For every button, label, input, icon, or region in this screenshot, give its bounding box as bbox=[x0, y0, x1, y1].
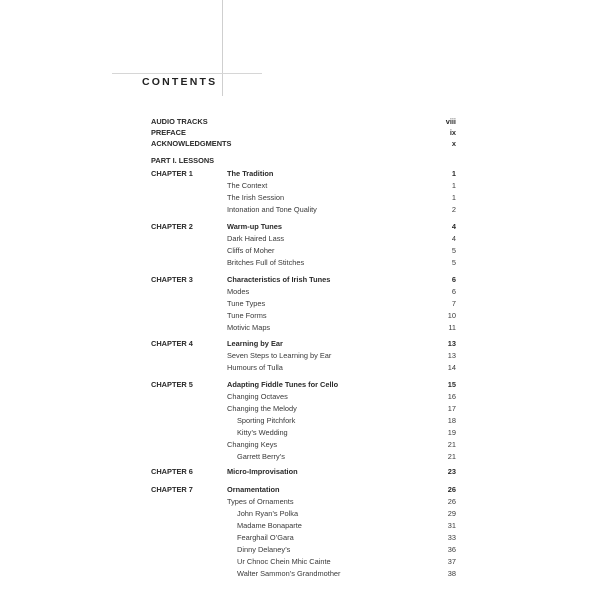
toc-row bbox=[0, 322, 600, 333]
toc-row bbox=[0, 233, 600, 244]
toc-chapter-row bbox=[0, 379, 600, 390]
toc-row bbox=[0, 415, 600, 426]
toc-entry-title: The Context bbox=[227, 181, 268, 190]
toc-page-number: 1 bbox=[451, 181, 456, 190]
toc-row bbox=[0, 257, 600, 268]
chapter-label: CHAPTER 6 bbox=[151, 467, 193, 476]
horizontal-rule bbox=[112, 73, 262, 74]
toc-page-number: x bbox=[451, 139, 456, 148]
toc-page-number: 19 bbox=[447, 428, 456, 437]
toc-chapter-row bbox=[0, 338, 600, 349]
toc-page-number: 5 bbox=[451, 258, 456, 267]
toc-entry-title: Intonation and Tone Quality bbox=[227, 205, 317, 214]
toc-entry-title: Cliffs of Moher bbox=[227, 246, 275, 255]
toc-entry-title: Modes bbox=[227, 287, 250, 296]
toc-page-number: 21 bbox=[447, 440, 456, 449]
chapter-label: CHAPTER 2 bbox=[151, 222, 193, 231]
toc-page-number: 31 bbox=[447, 521, 456, 530]
toc-entry-title: Motivic Maps bbox=[227, 323, 271, 332]
toc-entry-title: Kitty’s Wedding bbox=[237, 428, 288, 437]
toc-entry-title: Tune Forms bbox=[227, 311, 267, 320]
toc-page-number: 36 bbox=[447, 545, 456, 554]
toc-row bbox=[0, 520, 600, 531]
toc-entry-title: Garrett Berry’s bbox=[237, 452, 285, 461]
toc-row bbox=[0, 496, 600, 507]
toc-entry-title: Britches Full of Stitches bbox=[227, 258, 305, 267]
toc-entry-title: Dinny Delaney’s bbox=[237, 545, 291, 554]
toc-page-number: 29 bbox=[447, 509, 456, 518]
toc-entry-title: PREFACE bbox=[151, 128, 186, 137]
toc-chapter-row bbox=[0, 466, 600, 477]
toc-entry-title: Changing Keys bbox=[227, 440, 278, 449]
toc-page-number: 5 bbox=[451, 246, 456, 255]
toc-page-number: 14 bbox=[447, 363, 456, 372]
toc-row bbox=[0, 180, 600, 191]
toc-page-number: 18 bbox=[447, 416, 456, 425]
toc-entry-title: Ur Chnoc Chein Mhic Cainte bbox=[237, 557, 331, 566]
toc-entry-title: Adapting Fiddle Tunes for Cello bbox=[227, 380, 339, 389]
toc-row bbox=[0, 286, 600, 297]
toc-row bbox=[0, 204, 600, 215]
toc-entry-title: The Irish Session bbox=[227, 193, 285, 202]
toc-page-number: 6 bbox=[451, 287, 456, 296]
toc-page-number: 17 bbox=[447, 404, 456, 413]
toc-front-row bbox=[0, 116, 600, 127]
toc-entry-title: Ornamentation bbox=[227, 485, 280, 494]
toc-page-number: viii bbox=[445, 117, 456, 126]
toc-page-number: 26 bbox=[447, 497, 456, 506]
toc-entry-title: Characteristics of Irish Tunes bbox=[227, 275, 331, 284]
toc-page-number: 26 bbox=[447, 485, 456, 494]
toc-entry-title: ACKNOWLEDGMENTS bbox=[151, 139, 232, 148]
toc-row bbox=[0, 362, 600, 373]
chapter-label: CHAPTER 7 bbox=[151, 485, 193, 494]
toc-row bbox=[0, 192, 600, 203]
toc-page-number: 4 bbox=[451, 222, 456, 231]
toc-row bbox=[0, 427, 600, 438]
toc-row bbox=[0, 556, 600, 567]
toc-page-number: 4 bbox=[451, 234, 456, 243]
toc-row bbox=[0, 298, 600, 309]
toc-row bbox=[0, 532, 600, 543]
toc-row bbox=[0, 568, 600, 579]
toc-entry-title: Seven Steps to Learning by Ear bbox=[227, 351, 332, 360]
chapter-label: CHAPTER 4 bbox=[151, 339, 193, 348]
toc-row bbox=[0, 245, 600, 256]
toc-front-row bbox=[0, 138, 600, 149]
toc-page-number: 13 bbox=[447, 351, 456, 360]
toc-entry-title: Dark Haired Lass bbox=[227, 234, 285, 243]
toc-page-number: 15 bbox=[447, 380, 456, 389]
toc-entry-title: Madame Bonaparte bbox=[237, 521, 302, 530]
toc-entry-title: Fearghail O’Gara bbox=[237, 533, 294, 542]
toc-page-number: 1 bbox=[451, 193, 456, 202]
toc-entry-title: Sporting Pitchfork bbox=[237, 416, 296, 425]
vertical-rule bbox=[222, 0, 223, 96]
toc-row bbox=[0, 350, 600, 361]
toc-chapter-row bbox=[0, 274, 600, 285]
toc-entry-title: Walter Sammon’s Grandmother bbox=[237, 569, 341, 578]
part-heading: PART I. LESSONS bbox=[151, 156, 215, 165]
toc-entry-title: Warm-up Tunes bbox=[227, 222, 283, 231]
toc-page-number: 23 bbox=[447, 467, 456, 476]
toc-page-number: 37 bbox=[447, 557, 456, 566]
toc-page-number: 6 bbox=[451, 275, 456, 284]
toc-row bbox=[0, 508, 600, 519]
part-heading-row bbox=[0, 155, 600, 166]
toc-entry-title: AUDIO TRACKS bbox=[151, 117, 208, 126]
chapter-label: CHAPTER 5 bbox=[151, 380, 193, 389]
toc-entry-title: Changing the Melody bbox=[227, 404, 297, 413]
toc-row bbox=[0, 403, 600, 414]
toc-page-number: 21 bbox=[447, 452, 456, 461]
toc-entry-title: Types of Ornaments bbox=[227, 497, 294, 506]
toc-page-number: 1 bbox=[451, 169, 456, 178]
toc-row bbox=[0, 544, 600, 555]
toc-page-number: 16 bbox=[447, 392, 456, 401]
toc-entry-title: Learning by Ear bbox=[227, 339, 283, 348]
toc-entry-title: The Tradition bbox=[227, 169, 274, 178]
toc-chapter-row bbox=[0, 221, 600, 232]
toc-entry-title: Changing Octaves bbox=[227, 392, 288, 401]
toc-page-number: 13 bbox=[447, 339, 456, 348]
toc-entry-title: Tune Types bbox=[227, 299, 266, 308]
toc-front-row bbox=[0, 127, 600, 138]
toc-row bbox=[0, 391, 600, 402]
toc-row bbox=[0, 439, 600, 450]
toc-chapter-row bbox=[0, 484, 600, 495]
page-title: CONTENTS bbox=[142, 76, 218, 88]
chapter-label: CHAPTER 3 bbox=[151, 275, 193, 284]
toc-row bbox=[0, 310, 600, 321]
toc-page-number: 10 bbox=[447, 311, 456, 320]
toc-page-number: ix bbox=[449, 128, 456, 137]
toc-entry-title: Humours of Tulla bbox=[227, 363, 283, 372]
toc-page-number: 33 bbox=[447, 533, 456, 542]
toc-chapter-row bbox=[0, 168, 600, 179]
toc-page-number: 38 bbox=[447, 569, 456, 578]
toc-page-number: 2 bbox=[451, 205, 456, 214]
toc-entry-title: Micro-Improvisation bbox=[227, 467, 298, 476]
toc-page-number: 7 bbox=[451, 299, 456, 308]
chapter-label: CHAPTER 1 bbox=[151, 169, 193, 178]
toc-entry-title: John Ryan’s Polka bbox=[237, 509, 299, 518]
toc-row bbox=[0, 451, 600, 462]
toc-page-number: 11 bbox=[448, 323, 456, 332]
